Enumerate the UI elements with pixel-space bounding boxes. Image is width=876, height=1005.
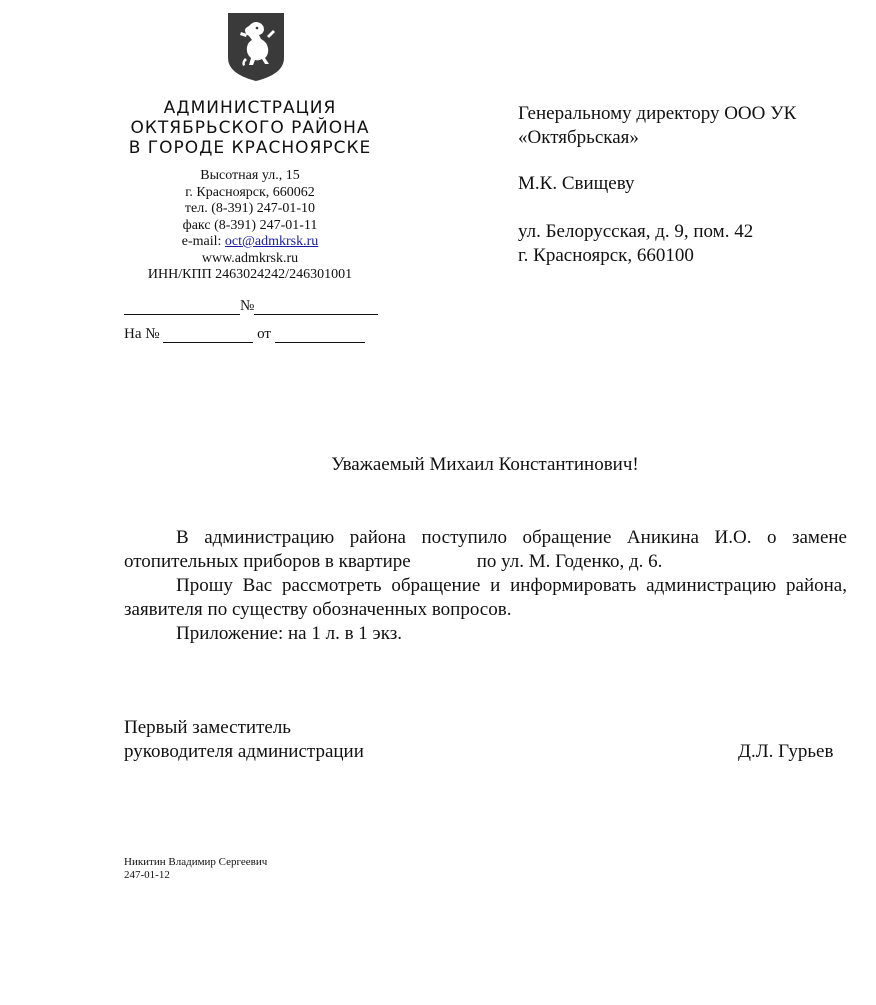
signatory-title [124,716,364,764]
signatory-title-line-1: Первый заместитель [124,717,291,738]
executor-phone: 247-01-12 [124,869,170,881]
addressee-street: ул. Белорусская, д. 9, пом. 42 [518,221,754,242]
org-name-line-2: ОКТЯБРЬСКОГО РАЙОНА [130,118,370,138]
addressee-city: г. Красноярск, 660100 [518,245,694,266]
reference-prefix: На № [124,326,160,342]
sender-city: г. Красноярск, 660062 [185,184,315,200]
number-blank [254,298,378,315]
reference-line [124,326,386,343]
sender-inn-kpp: ИНН/КПП 2463024242/246301001 [147,267,353,282]
sender-contacts [110,168,390,284]
sender-email-row [110,234,390,251]
addressee-block [518,102,858,268]
addressee-company: «Октябрьская» [518,127,639,148]
body-paragraph-1 [124,526,847,574]
registration-number-line [124,298,386,315]
addressee-name: М.К. Свищеву [518,173,635,194]
email-label: e-mail: [181,234,222,249]
reference-from-label: от [257,326,271,342]
sender-fax: факс (8-391) 247-01-11 [182,217,318,233]
sender-website: www.admkrsk.ru [201,250,299,266]
body-paragraph-2: Прошу Вас рассмотреть обращение и информировать администрацию района, заявителя по существу обозначенных вопросов. [124,575,847,620]
number-sign: № [240,298,255,314]
body-paragraph-1-part-a: В администрацию района поступило обращение Аникина И.О. о замене отопительных приборов в квартире [124,527,847,572]
reference-number-blank [163,326,253,343]
salutation: Уважаемый Михаил Константинович! [331,454,639,475]
org-name-line-1: АДМИНИСТРАЦИЯ [163,98,337,118]
coat-of-arms-icon [227,12,285,82]
organization-name [110,98,390,158]
org-name-line-3: В ГОРОДЕ КРАСНОЯРСКЕ [128,138,372,158]
email-link[interactable]: oct@admkrsk.ru [224,234,319,249]
letter-body [124,526,847,646]
signatory-name: Д.Л. Гурьев [738,741,834,762]
addressee-position: Генеральному директору ООО УК [518,103,797,124]
executor-name: Никитин Владимир Сергеевич [124,856,268,868]
body-paragraph-1-part-b: по ул. М. Годенко, д. 6. [476,551,663,572]
attachment-note: Приложение: на 1 л. в 1 экз. [176,623,402,644]
reference-date-blank [275,326,365,343]
date-blank [124,298,240,315]
executor-info [124,856,267,882]
sender-street: Высотная ул., 15 [200,168,300,183]
sender-phone: тел. (8-391) 247-01-10 [184,201,316,216]
signatory-title-line-2: руководителя администрации [124,741,364,762]
